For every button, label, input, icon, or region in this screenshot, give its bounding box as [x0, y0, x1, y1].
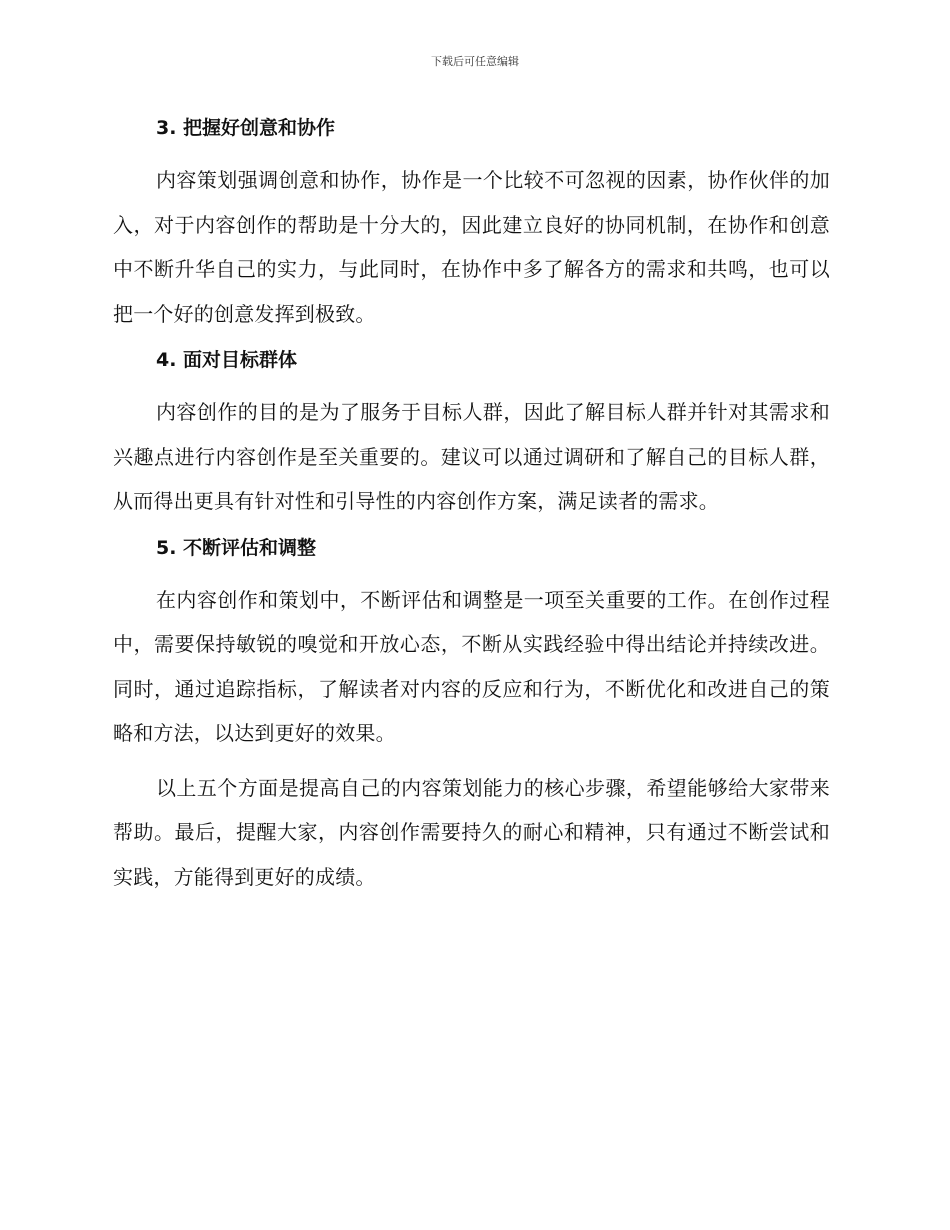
document-body [113, 112, 830, 907]
section-heading: 4. 面对目标群体 [156, 349, 298, 371]
closing-paragraph: 以上五个方面是提高自己的内容策划能力的核心步骤，希望能够给大家带来帮助。最后，提醒大家，内容创作需要持久的耐心和精神，只有通过不断尝试和实践，方能得到更好的成绩。 [113, 775, 830, 889]
section-5 [113, 532, 830, 756]
section-heading: 5. 不断评估和调整 [156, 536, 317, 559]
section-paragraph: 内容策划强调创意和协作，协作是一个比较不可忽视的因素，协作伙伴的加入，对于内容创作的帮助是十分大的，因此建立良好的协同机制，在协作和创意中不断升华自己的实力，与此同时，在协作中多了解各方的需求和共鸣，也可以把一个好的创意发挥到极致。 [113, 168, 830, 326]
section-paragraph: 在内容创作和策划中，不断评估和调整是一项至关重要的工作。在创作过程中，需要保持敏锐的嗅觉和开放心态，不断从实践经验中得出结论并持续改进。同时，通过追踪指标，了解读者对内容的反应和行为，不断优化和改进自己的策略和方法，以达到更好的效果。 [113, 587, 830, 745]
section-3 [113, 112, 830, 336]
section-paragraph: 内容创作的目的是为了服务于目标人群，因此了解目标人群并针对其需求和兴趣点进行内容创作是至关重要的。建议可以通过调研和了解自己的目标人群，从而得出更具有针对性和引导性的内容创作方案，满足读者的需求。 [113, 400, 830, 513]
section-heading: 3. 把握好创意和协作 [156, 117, 336, 139]
section-4 [113, 344, 830, 524]
page-header: 下载后可任意编辑 [431, 55, 519, 68]
